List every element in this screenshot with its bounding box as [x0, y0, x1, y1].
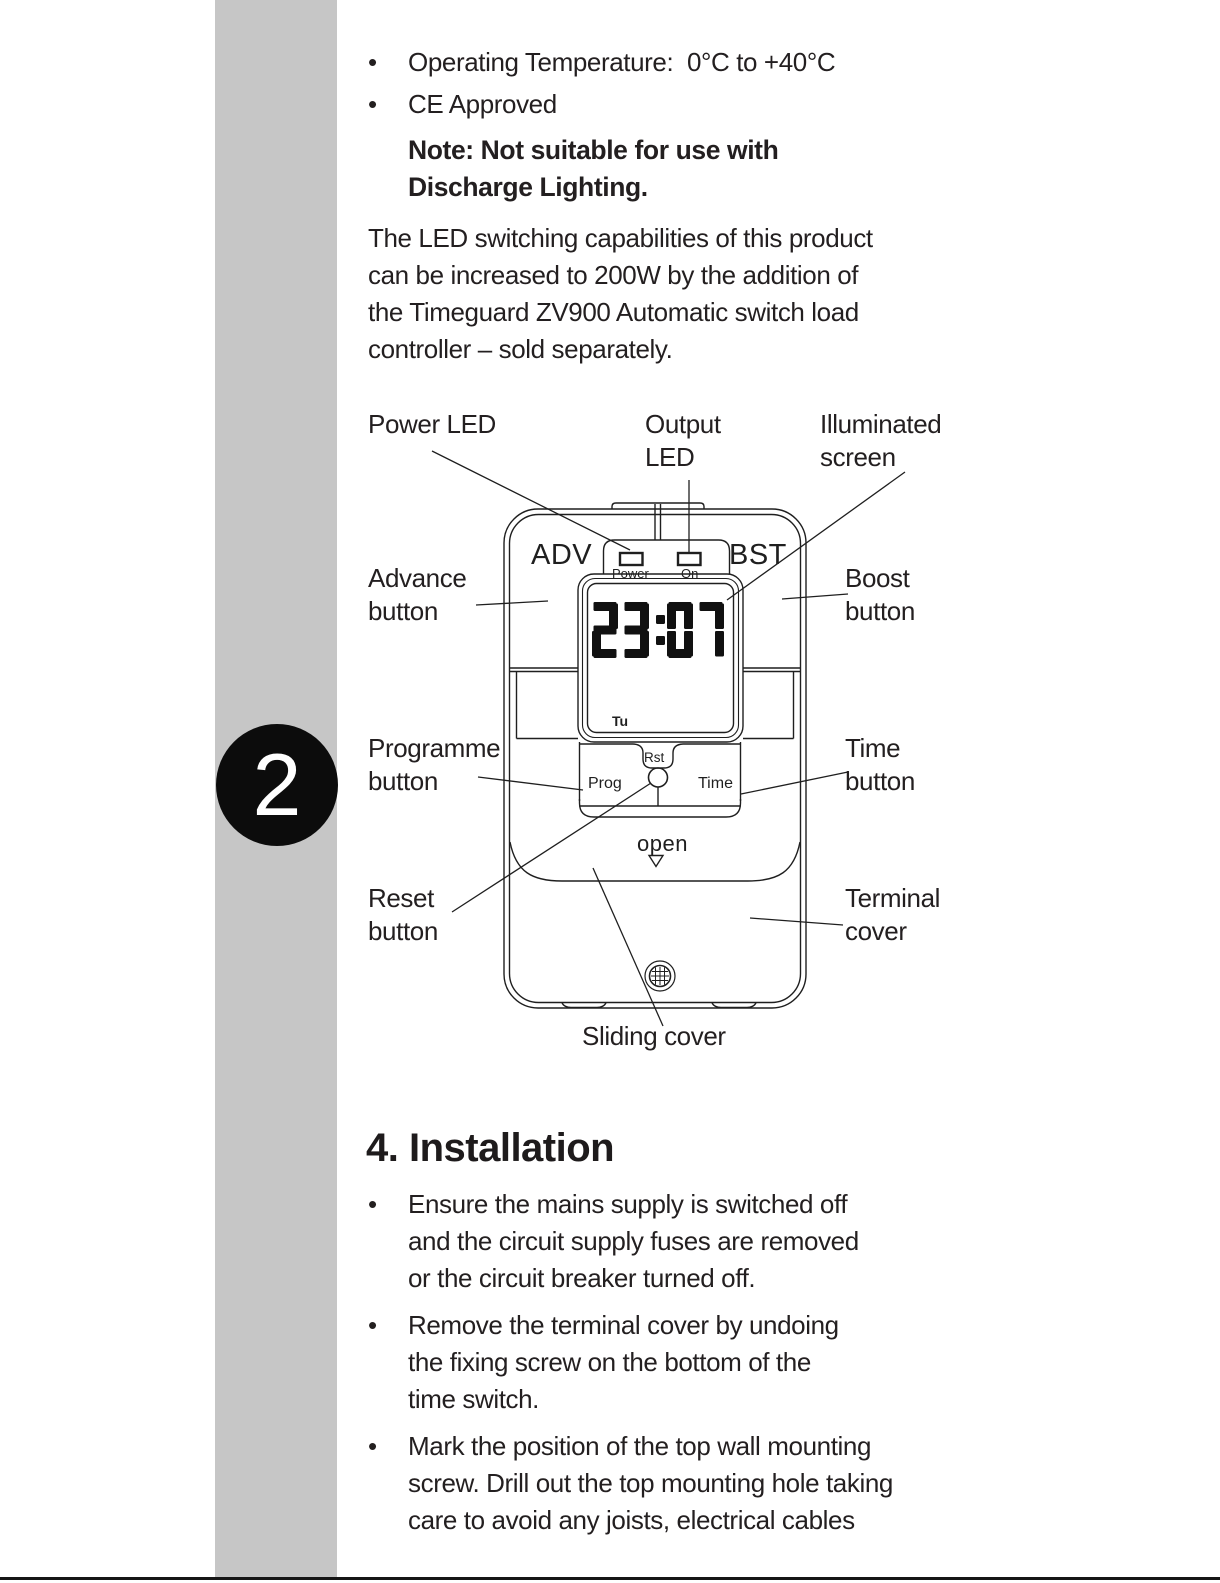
label-line: Time [845, 733, 901, 763]
bullet-text [408, 1186, 859, 1297]
bottom-notch [562, 1003, 606, 1008]
display-digits [592, 602, 724, 658]
spec-list [368, 48, 968, 206]
list-item [368, 1428, 988, 1539]
paragraph-line: controller – sold separately. [368, 334, 673, 364]
pointer-reset [452, 783, 651, 912]
label-line: button [845, 766, 915, 796]
page-number: 2 [252, 735, 302, 834]
label-line: Illuminated [820, 409, 942, 439]
open-triangle-icon [649, 856, 663, 867]
bst-label: BST [729, 539, 787, 571]
label-output-led [645, 408, 721, 474]
installation-list [368, 1186, 988, 1539]
note-line: Discharge Lighting. [408, 172, 648, 202]
pointer-advance [476, 601, 548, 605]
page-number-badge [216, 724, 338, 846]
label-line: cover [845, 916, 907, 946]
prog-button-label: Prog [588, 775, 622, 792]
paragraph-line: can be increased to 200W by the addition of [368, 260, 859, 290]
label-reset-button [368, 882, 438, 948]
label-illuminated-screen [820, 408, 941, 474]
label-sliding-cover: Sliding cover [582, 1021, 726, 1051]
label-line: Advance [368, 563, 467, 593]
pointer-time [741, 772, 848, 794]
label-boost-button [845, 562, 915, 628]
bullet-line: Ensure the mains supply is switched off [408, 1189, 848, 1219]
label-line: Programme [368, 733, 501, 763]
bullet-line: care to avoid any joists, electrical cables [408, 1505, 855, 1535]
bullet-icon: • [368, 1189, 377, 1219]
bullet-line: or the circuit breaker turned off. [408, 1263, 756, 1293]
label-line: button [368, 766, 438, 796]
bullet-icon: • [368, 1310, 377, 1340]
device-text-group [531, 539, 787, 856]
bullet-line: the fixing screw on the bottom of the [408, 1347, 811, 1377]
label-line: Output [645, 409, 721, 439]
pointer-boost [782, 594, 848, 599]
section-heading: 4. Installation [366, 1126, 615, 1170]
bullet-line: time switch. [408, 1384, 540, 1414]
label-line: Boost [845, 563, 910, 593]
label-terminal-cover [845, 882, 940, 948]
label-line: screen [820, 442, 896, 472]
spec-text: CE Approved [408, 89, 557, 119]
open-label: open [637, 831, 688, 856]
note-line: Note: Not suitable for use with [408, 135, 779, 165]
reset-button-icon [649, 768, 668, 787]
on-label: On [681, 566, 699, 581]
time-button-label: Time [698, 775, 733, 792]
pointer-power-led [432, 451, 630, 550]
paragraph-line: the Timeguard ZV900 Automatic switch load [368, 297, 859, 327]
label-advance-button [368, 562, 466, 628]
label-line: LED [645, 442, 695, 472]
bullet-line: and the circuit supply fuses are removed [408, 1226, 859, 1256]
list-item [368, 1307, 988, 1418]
label-line: Reset [368, 883, 434, 913]
label-programme-button [368, 732, 500, 798]
bullet-text [408, 1428, 893, 1539]
screw-grid [651, 967, 669, 985]
bullet-icon: • [368, 1431, 377, 1461]
label-power-led: Power LED [368, 409, 496, 439]
bullet-text [408, 1307, 839, 1418]
footer-rule [0, 1577, 1220, 1580]
spec-text: Operating Temperature: 0°C to +40°C [408, 47, 836, 77]
intro-paragraph [368, 220, 988, 368]
bullet-line: Mark the position of the top wall mounting [408, 1431, 872, 1461]
spec-note [368, 132, 968, 206]
list-item [368, 90, 968, 119]
paragraph-line: The LED switching capabilities of this product [368, 223, 873, 253]
label-line: button [368, 596, 438, 626]
bullet-icon: • [368, 47, 377, 77]
adv-label: ADV [531, 539, 593, 571]
list-item [368, 48, 968, 77]
rst-label: Rst [644, 750, 665, 765]
power-led-icon [620, 553, 643, 565]
bullet-icon: • [368, 89, 377, 119]
bullet-line: screw. Drill out the top mounting hole taking [408, 1468, 893, 1498]
pointer-terminal [750, 918, 843, 925]
output-led-icon [678, 553, 701, 565]
label-line: Terminal [845, 883, 941, 913]
day-indicator: Tu [612, 713, 629, 729]
bullet-line: Remove the terminal cover by undoing [408, 1310, 839, 1340]
label-line: button [368, 916, 438, 946]
label-time-button [845, 732, 915, 798]
pointer-lines [432, 451, 905, 1026]
bottom-notch [712, 1003, 756, 1008]
list-item [368, 1186, 988, 1297]
device-diagram [360, 400, 1020, 1070]
label-line: button [845, 596, 915, 626]
power-label: Power [612, 566, 649, 581]
